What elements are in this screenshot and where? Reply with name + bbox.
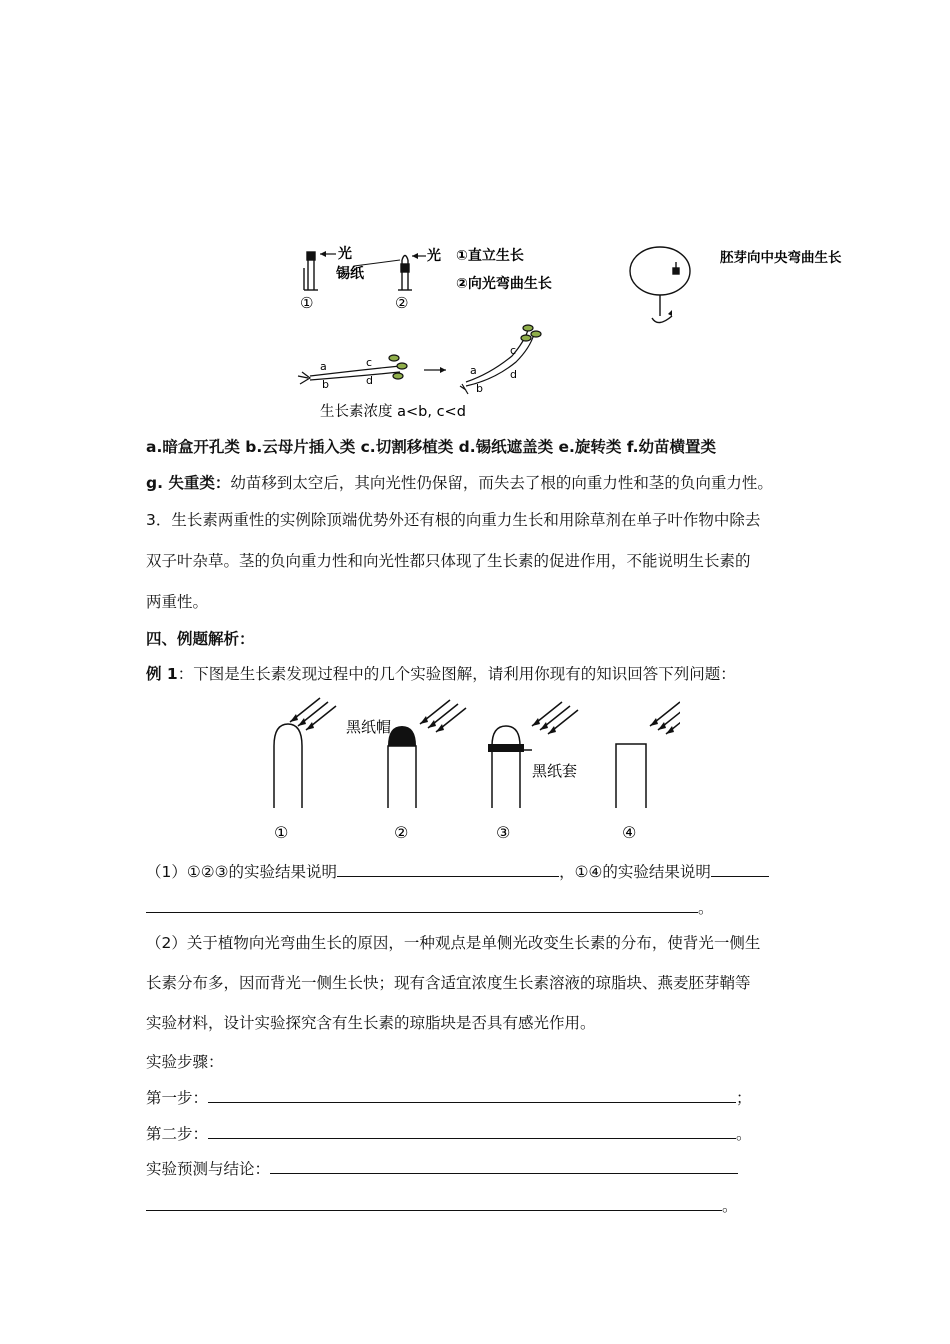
coleoptile-intact	[274, 724, 302, 808]
prediction-label: 实验预测与结论：	[146, 1160, 271, 1178]
seedling-label-b: b	[322, 378, 329, 391]
coleoptile-experiment-figure	[260, 696, 680, 846]
step2-end: 。	[736, 1125, 752, 1143]
seedling-label-a: a	[320, 360, 327, 373]
prediction-answer-blank-2[interactable]	[146, 1196, 722, 1211]
specimen-num-1: ①	[274, 823, 289, 842]
legend-upright: ①直立生长	[456, 248, 524, 264]
legend-bend: ②向光弯曲生长	[456, 276, 552, 292]
question1-answer-blank-2[interactable]	[711, 862, 769, 877]
question1-part-a: （1）①②③的实验结果说明	[146, 863, 338, 881]
step1-label: 第一步：	[146, 1089, 209, 1107]
prediction-answer-blank-1[interactable]	[270, 1159, 738, 1174]
specimen-num-3: ③	[496, 823, 511, 842]
category-list: a.暗盒开孔类 b.云母片插入类 c.切割移植类 d.锡纸遮盖类 e.旋转类 f.幼苗横置类	[146, 438, 717, 456]
black-sleeve-label: 黑纸套	[532, 762, 578, 780]
step2-label: 第二步：	[146, 1125, 209, 1143]
example1-text: ：下图是生长素发现过程中的几个实验图解，请利用你现有的知识回答下列问题：	[177, 665, 736, 683]
question1-answer-blank-1[interactable]	[337, 862, 559, 877]
seedling-label-c: c	[366, 356, 373, 369]
step1-answer-blank[interactable]	[208, 1088, 736, 1103]
specimen-num-2: ②	[394, 823, 409, 842]
example1-intro	[146, 664, 736, 684]
step2-answer-blank[interactable]	[208, 1124, 736, 1139]
black-sleeve	[488, 744, 524, 752]
rotating-box-diagram	[630, 247, 690, 323]
question1-answer-blank-3[interactable]	[146, 898, 698, 913]
light-label-1: 光	[338, 246, 352, 262]
step1-end: ；	[736, 1089, 752, 1107]
bent-seedling	[460, 325, 541, 394]
concentration-caption: 生长素浓度 a<b, c<d	[320, 404, 466, 420]
question1-line-1	[146, 862, 769, 882]
coleoptile-black-cap	[388, 746, 416, 808]
light-label-2: 光	[427, 248, 441, 264]
coleoptile-black-sleeve	[492, 726, 520, 808]
question2-line-2: 长素分布多，因而背光一侧生长快；现有含适宜浓度生长素溶液的琼脂块、燕麦胚芽鞘等	[146, 974, 751, 992]
black-cap	[388, 726, 416, 746]
rotate-caption: 胚芽向中央弯曲生长	[720, 250, 842, 266]
horizontal-seedling	[298, 355, 407, 384]
point3-line-1: 3．生长素两重性的实例除顶端优势外还有根的向重力生长和用除草剂在单子叶作物中除去	[146, 511, 761, 529]
arrow-transform-head	[440, 367, 446, 373]
rotate-arrow-head	[668, 310, 672, 316]
question1-part-b: ，①④的实验结果说明	[559, 863, 711, 881]
section4-title: 四、例题解析：	[146, 630, 255, 648]
figure-num-1: ①	[300, 294, 314, 312]
seedling-label-d: d	[366, 374, 373, 387]
question1-line-2	[146, 898, 714, 918]
foil-label: 锡纸	[336, 266, 364, 282]
phototropism-figure-top	[290, 238, 850, 428]
bent-label-c: c	[510, 344, 517, 357]
bent-label-b: b	[476, 382, 483, 395]
light-arrows-4	[650, 702, 680, 734]
question2-line-3: 实验材料，设计实验探究含有生长素的琼脂块是否具有感光作用。	[146, 1014, 596, 1032]
foil-pointer-line	[354, 260, 400, 266]
prediction-end: 。	[722, 1197, 738, 1215]
step1-line	[146, 1088, 752, 1108]
coleoptile-decapitated	[616, 744, 646, 808]
figure-num-2: ②	[395, 294, 409, 312]
steps-title: 实验步骤：	[146, 1053, 224, 1071]
bent-label-a: a	[470, 364, 477, 377]
seedling-foil-cap	[304, 252, 318, 290]
point3-line-3: 两重性。	[146, 593, 209, 611]
prediction-line	[146, 1159, 738, 1179]
prediction-line-2	[146, 1196, 738, 1216]
arrow-light-1-head	[320, 251, 326, 257]
question2-line-1: （2）关于植物向光弯曲生长的原因，一种观点是单侧光改变生长素的分布，使背光一侧生	[146, 934, 761, 952]
point3-line-2: 双子叶杂草。茎的负向重力性和向光性都只体现了生长素的促进作用，不能说明生长素的	[146, 552, 751, 570]
arrow-light-2-head	[412, 253, 418, 259]
question1-end: 。	[698, 899, 714, 917]
seedling-foil-sleeve	[398, 256, 412, 291]
weightless-label: g. 失重类：	[146, 474, 231, 492]
bent-label-d: d	[510, 368, 517, 381]
black-cap-label: 黑纸帽	[346, 718, 392, 736]
example1-label: 例 1	[146, 665, 178, 683]
weightless-text: 幼苗移到太空后，其向光性仍保留，而失去了根的向重力性和茎的负向重力性。	[230, 474, 773, 492]
step2-line	[146, 1124, 752, 1144]
specimen-num-4: ④	[622, 823, 637, 842]
weightless-paragraph	[146, 473, 773, 493]
